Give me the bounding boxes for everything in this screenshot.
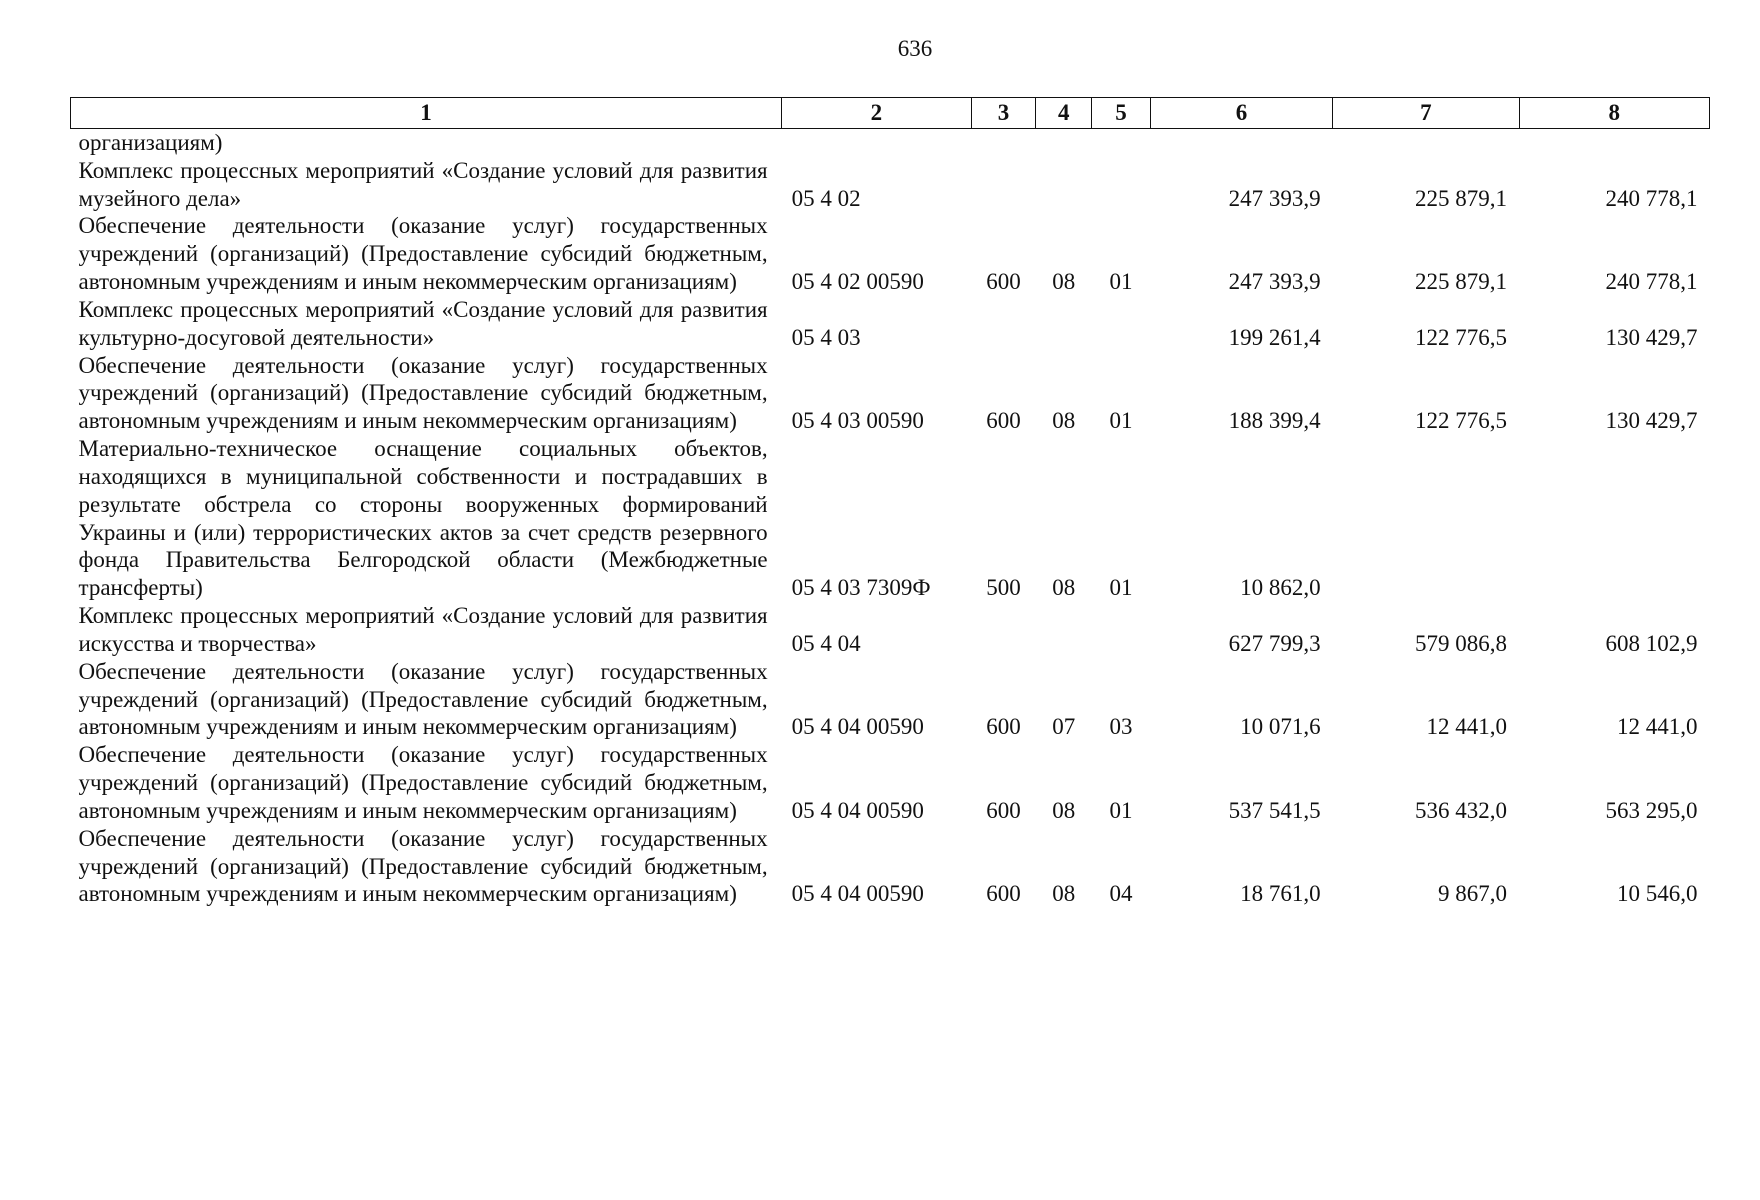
row-vr: 600 — [986, 269, 1021, 295]
row-value-6 — [1150, 129, 1332, 157]
row-rz — [1036, 296, 1092, 352]
header-col-7: 7 — [1333, 98, 1519, 129]
header-col-5: 5 — [1092, 98, 1151, 129]
row-name: Обеспечение деятельности (оказание услуг) государственных учреждений (организаций) (Предоставление субсидий бюджетным, автономным учреждениям и иным некоммерческим организациям) — [78, 352, 768, 434]
row-value-6: 18 761,0 — [1240, 881, 1321, 907]
row-name: Комплекс процессных мероприятий «Создание условий для развития искусства и творчества» — [78, 603, 768, 656]
row-vr — [971, 296, 1036, 352]
row-value-7: 122 776,5 — [1415, 324, 1508, 350]
row-value-7: 579 086,8 — [1415, 630, 1508, 656]
row-name: Обеспечение деятельности (оказание услуг) государственных учреждений (организаций) (Предоставление субсидий бюджетным, автономным учреждениям и иным некоммерческим организациям) — [78, 658, 768, 740]
header-col-4: 4 — [1036, 98, 1092, 129]
row-code: 05 4 04 00590 — [791, 881, 924, 907]
row-code: 05 4 02 00590 — [791, 269, 924, 295]
row-value-7 — [1333, 435, 1519, 602]
row-name: Комплекс процессных мероприятий «Создание условий для развития музейного дела» — [78, 157, 768, 211]
row-value-6: 247 393,9 — [1228, 269, 1321, 295]
row-code: 05 4 04 00590 — [791, 714, 924, 740]
row-pr: 03 — [1109, 714, 1133, 740]
row-value-8: 130 429,7 — [1605, 408, 1698, 434]
row-value-6: 627 799,3 — [1228, 630, 1321, 656]
row-value-7: 9 867,0 — [1438, 881, 1508, 907]
row-pr — [1092, 296, 1151, 352]
table-row — [71, 296, 1710, 352]
row-value-7: 536 432,0 — [1415, 797, 1508, 823]
table-row — [71, 741, 1710, 824]
header-col-6: 6 — [1150, 98, 1332, 129]
row-rz — [1036, 129, 1092, 157]
table-row — [71, 825, 1710, 908]
row-name: Комплекс процессных мероприятий «Создание условий для развития культурно-досуговой деятельности» — [78, 296, 768, 350]
row-name: организациям) — [78, 130, 223, 155]
row-rz — [1036, 157, 1092, 213]
row-pr: 01 — [1109, 575, 1133, 601]
row-vr: 600 — [986, 797, 1021, 823]
row-pr: 01 — [1109, 408, 1133, 434]
row-value-8: 563 295,0 — [1605, 797, 1698, 823]
row-rz: 08 — [1052, 269, 1076, 295]
row-pr: 01 — [1109, 269, 1133, 295]
table-row — [71, 129, 1710, 157]
row-value-8: 240 778,1 — [1605, 269, 1698, 295]
table-row — [71, 212, 1710, 295]
row-name: Материально-техническое оснащение социальных объектов, находящихся в муниципальной собственности и пострадавших в результате обстрела со стороны вооруженных формирований Украины и (или) террористических актов за счет средств резервного фонда Правительства Белгородской области (Межбюджетные трансферты) — [78, 436, 768, 601]
row-value-6: 537 541,5 — [1228, 797, 1321, 823]
table-row — [71, 602, 1710, 658]
row-value-8: 10 546,0 — [1617, 881, 1698, 907]
row-pr — [1092, 129, 1151, 157]
header-col-8: 8 — [1519, 98, 1709, 129]
row-vr — [971, 602, 1036, 658]
header-row — [71, 98, 1710, 129]
row-pr — [1092, 157, 1151, 213]
row-value-7 — [1333, 129, 1519, 157]
table-row — [71, 352, 1710, 435]
row-vr — [971, 129, 1036, 157]
row-value-7: 122 776,5 — [1415, 408, 1508, 434]
row-pr — [1092, 602, 1151, 658]
row-rz: 08 — [1052, 797, 1076, 823]
row-vr: 600 — [986, 408, 1021, 434]
row-value-6: 10 071,6 — [1240, 714, 1321, 740]
row-value-7: 225 879,1 — [1415, 269, 1508, 295]
table-row — [71, 435, 1710, 602]
row-value-8: 12 441,0 — [1617, 714, 1698, 740]
row-rz: 08 — [1052, 881, 1076, 907]
header-col-3: 3 — [971, 98, 1036, 129]
table-row — [71, 658, 1710, 741]
row-value-6: 10 862,0 — [1240, 575, 1321, 601]
row-vr: 600 — [986, 714, 1021, 740]
table-row — [71, 157, 1710, 213]
row-vr: 600 — [986, 881, 1021, 907]
row-vr: 500 — [986, 575, 1021, 601]
row-rz: 08 — [1052, 408, 1076, 434]
row-code — [782, 129, 971, 157]
row-code: 05 4 03 — [791, 324, 861, 350]
row-vr — [971, 157, 1036, 213]
row-code: 05 4 03 7309Ф — [791, 575, 931, 601]
row-name: Обеспечение деятельности (оказание услуг) государственных учреждений (организаций) (Предоставление субсидий бюджетным, автономным учреждениям и иным некоммерческим организациям) — [78, 825, 768, 907]
row-value-8: 240 778,1 — [1605, 185, 1698, 211]
header-col-2: 2 — [782, 98, 971, 129]
row-value-7: 225 879,1 — [1415, 185, 1508, 211]
row-value-6: 247 393,9 — [1228, 185, 1321, 211]
row-value-8: 130 429,7 — [1605, 324, 1698, 350]
page-number: 636 — [897, 36, 933, 61]
row-rz: 07 — [1052, 714, 1076, 740]
budget-table — [70, 97, 1710, 908]
row-name: Обеспечение деятельности (оказание услуг) государственных учреждений (организаций) (Предоставление субсидий бюджетным, автономным учреждениям и иным некоммерческим организациям) — [78, 742, 768, 823]
row-value-8: 608 102,9 — [1605, 630, 1698, 656]
row-pr: 04 — [1109, 881, 1133, 907]
table-body — [71, 129, 1710, 909]
row-value-6: 199 261,4 — [1228, 324, 1321, 350]
header-col-1: 1 — [71, 98, 782, 129]
row-code: 05 4 04 00590 — [791, 797, 924, 823]
row-rz: 08 — [1052, 575, 1076, 601]
table-header — [71, 98, 1710, 129]
row-rz — [1036, 602, 1092, 658]
row-value-8 — [1519, 129, 1709, 157]
row-code: 05 4 04 — [791, 630, 861, 656]
row-value-6: 188 399,4 — [1228, 408, 1321, 434]
row-code: 05 4 03 00590 — [791, 408, 924, 434]
row-name: Обеспечение деятельности (оказание услуг) государственных учреждений (организаций) (Предоставление субсидий бюджетным, автономным учреждениям и иным некоммерческим организациям) — [78, 213, 768, 295]
row-value-7: 12 441,0 — [1426, 714, 1508, 740]
row-pr: 01 — [1109, 797, 1133, 823]
row-value-8 — [1519, 435, 1709, 602]
row-code: 05 4 02 — [791, 185, 861, 211]
